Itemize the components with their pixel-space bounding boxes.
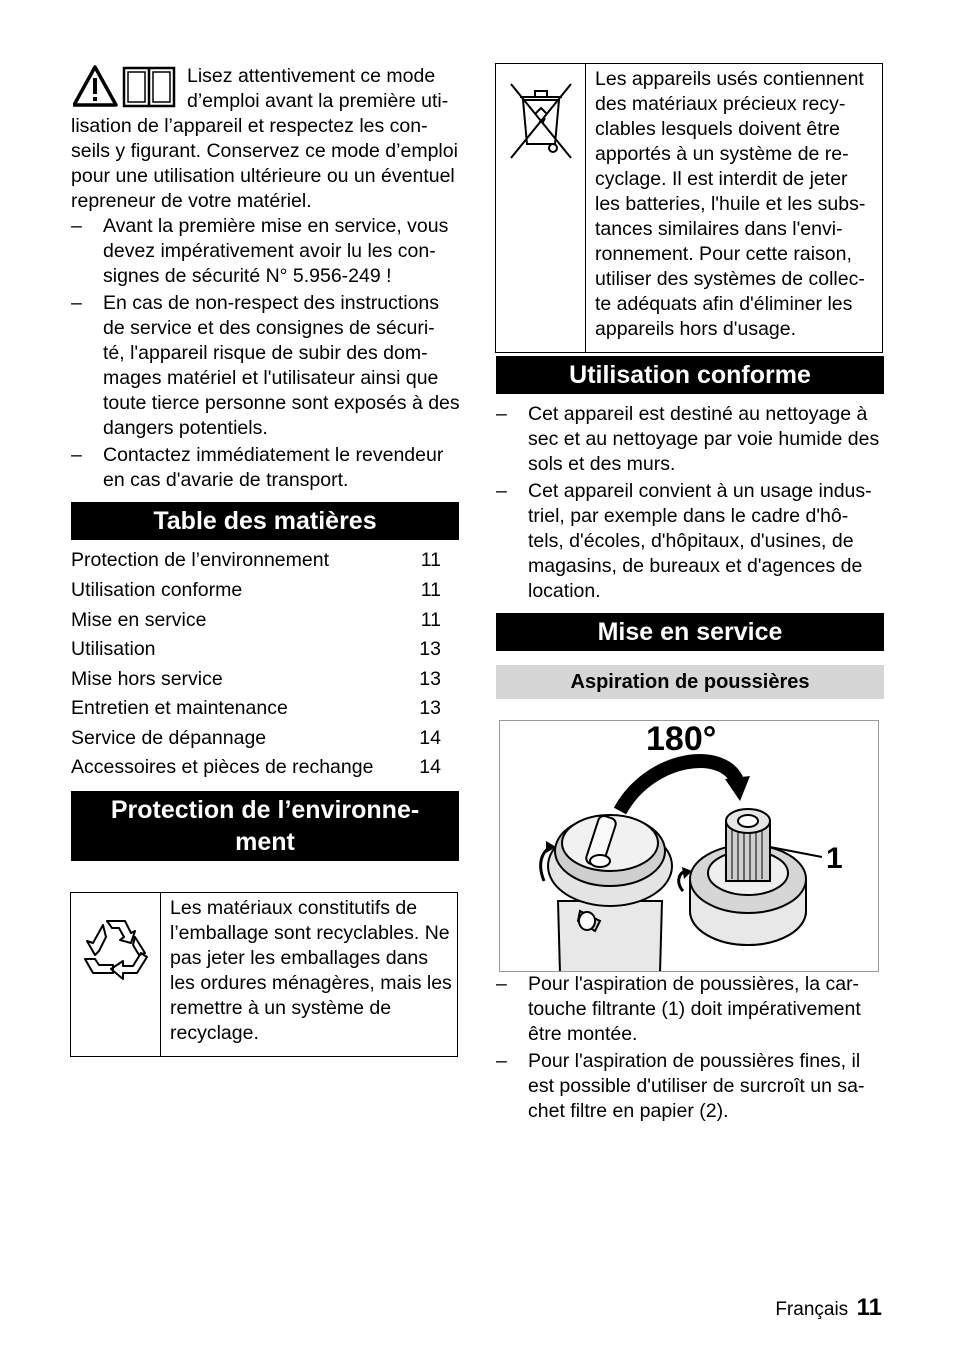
warning-manual-icons (73, 64, 177, 108)
toc-row[interactable]: Accessoires et pièces de rechange 14 (71, 756, 441, 778)
list-item: – Contactez immédiatement le revendeur en cas d'avarie de transport. (71, 444, 444, 491)
warning-triangle-icon (73, 64, 177, 108)
startup-subheading: Aspiration de poussières (496, 665, 884, 699)
toc-row[interactable]: Utilisation conforme 11 (71, 579, 441, 601)
manual-book-icon (124, 68, 174, 106)
recycle-icon (79, 911, 155, 987)
crossed-bin-icon (509, 82, 573, 160)
filter-rotation-figure (499, 720, 879, 972)
toc-row[interactable]: Utilisation 13 (71, 638, 441, 660)
list-item: – Cet appareil convient à un usage indus- triel, par exemple dans le cadre d'hô- tels, d'écoles, d'hôpitaux, d'usines, de magasins, de bureaux et d'agences de location. (496, 480, 872, 602)
startup-bullets (496, 972, 886, 1124)
startup-heading: Mise en service (496, 613, 884, 651)
toc-row[interactable]: Protection de l’environnement 11 (71, 549, 441, 571)
toc-row[interactable]: Entretien et maintenance 13 (71, 697, 441, 719)
list-item: – Pour l'aspiration de poussières, la car- touche filtrante (1) doit impérativement être montée. (496, 973, 861, 1045)
intended-use-bullets (496, 402, 886, 604)
toc-row[interactable]: Mise hors service 13 (71, 668, 441, 690)
vacuum-head-drawing (548, 814, 672, 972)
environment-heading: Protection de l’environne- ment (71, 791, 459, 861)
toc-row[interactable]: Service de dépannage 14 (71, 727, 441, 749)
disposal-info-box (495, 63, 883, 353)
list-item: – Pour l'aspiration de poussières fines, il est possible d'utiliser de surcroît un sa- chet filtre en papier (2). (496, 1050, 865, 1122)
toc-heading: Table des matières (71, 502, 459, 540)
list-item: – Cet appareil est destiné au nettoyage à sec et au nettoyage par voie humide des sols et des murs. (496, 403, 880, 475)
toc-row[interactable]: Mise en service 11 (71, 609, 441, 631)
footer-language: Français (775, 1299, 849, 1320)
intro-paragraph: lisation de l’appareil et respectez les con- seils y figurant. Conservez ce mode d’emploi pour une utilisation ultérieure ou un éventuel repreneur de votre matériel. (71, 115, 458, 212)
list-item: – Avant la première mise en service, vous devez impérativement avoir lu les con- signes de sécurité N° 5.956-249 ! (71, 215, 449, 287)
disposal-text: Les appareils usés contiennent des matériaux précieux recy- clables lesquels doivent être apportés à un système de re- cyclage. Il est interdit de jeter les batteries, l'huile et les subs- tances similaires dans l'envi- ronnement. Pour cette raison, utiliser des systèmes de collec- te adéquats afin d'éliminer les appareils hors d'usage. (595, 68, 866, 340)
warning-line-2: d’emploi avant la première uti- (187, 90, 449, 112)
intended-use-heading: Utilisation conforme (496, 356, 884, 394)
recycle-info-box (70, 892, 458, 1057)
filter-callout-label: 1 (826, 842, 843, 875)
page-footer (775, 1294, 882, 1322)
list-item: – En cas de non-respect des instructions de service et des consignes de sécuri- té, l'appareil risque de subir des dom- mages matériel et l'utilisateur ainsi que toute tierce personne sont exposés à des dangers potentiels. (71, 292, 460, 439)
rotation-angle-label: 180° (646, 720, 717, 758)
intro-bullets (71, 214, 461, 493)
page-number: 11 (856, 1294, 882, 1321)
warning-line-1: Lisez attentivement ce mode (187, 65, 436, 87)
recycle-text: Les matériaux constitutifs de l’emballage sont recyclables. Ne pas jeter les emballages dans les ordures ménagères, mais les remettre à un système de recyclage. (170, 897, 452, 1044)
